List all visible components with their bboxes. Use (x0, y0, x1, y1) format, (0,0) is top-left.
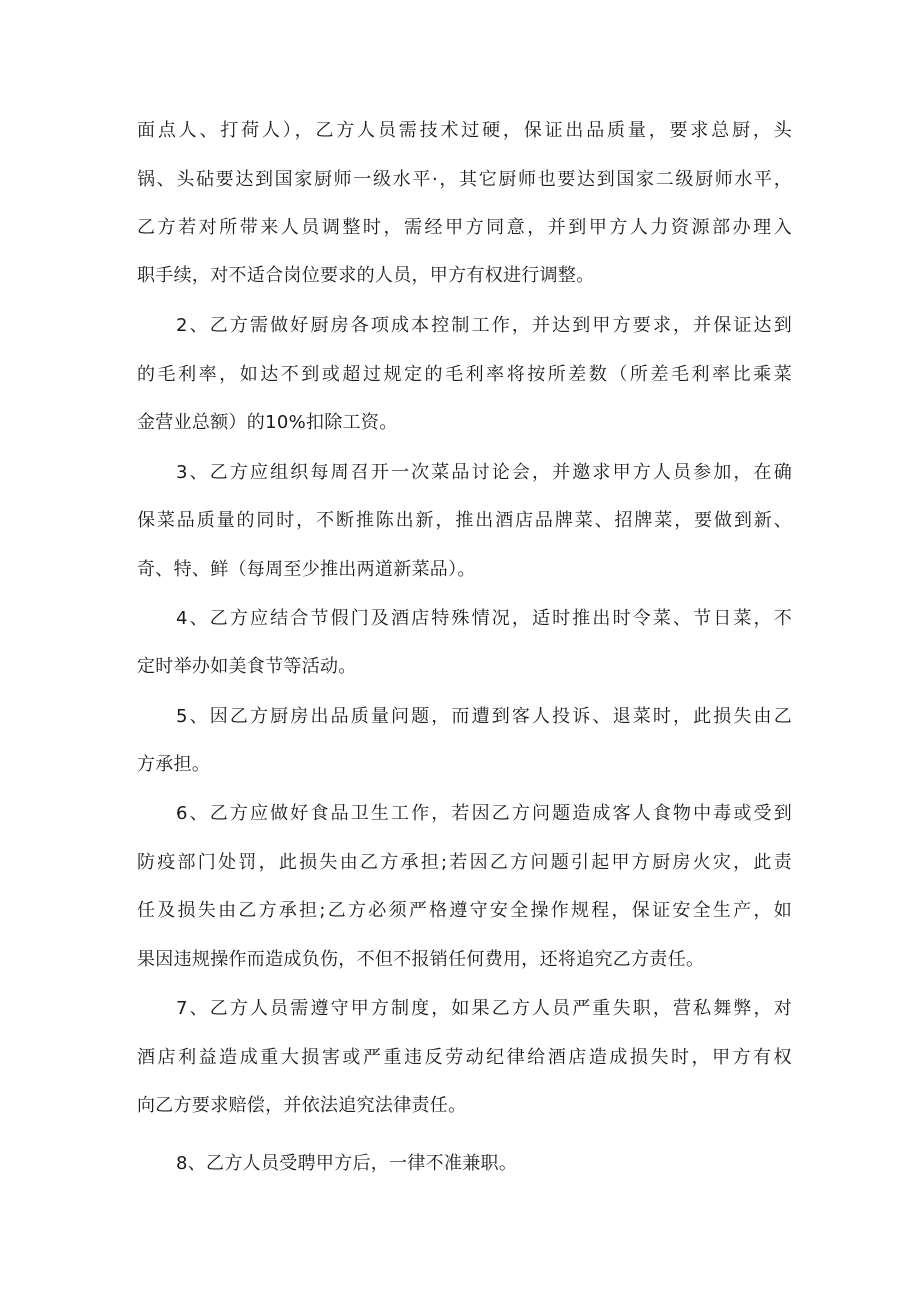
text-line: 6、乙方应做好食品卫生工作，若因乙方问题造成客人食物中毒或受到 (176, 803, 792, 824)
text-line: 乙方若对所带来人员调整时，需经甲方同意，并到甲方人力资源部办理入 (137, 217, 792, 238)
text-line: 7、乙方人员需遵守甲方制度，如果乙方人员严重失职，营私舞弊，对 (176, 998, 792, 1019)
text-line: 的毛利率，如达不到或超过规定的毛利率将按所差数（所差毛利率比乘菜 (137, 364, 792, 385)
text-line: 果因违规操作而造成负伤，不但不报销任何费用，还将追究乙方责任。 (137, 949, 705, 970)
text-line: 8、乙方人员受聘甲方后，一律不准兼职。 (176, 1153, 518, 1174)
text-line: 方承担。 (137, 754, 211, 775)
text-line: 任及损失由乙方承担;乙方必须严格遵守安全操作规程，保证安全生产，如 (137, 900, 792, 921)
text-line: 定时举办如美食节等活动。 (137, 656, 357, 677)
text-line: 锅、头砧要达到国家厨师一级水平·，其它厨师也要达到国家二级厨师水平， (137, 169, 792, 190)
text-line: 奇、特、鲜（每周至少推出两道新菜品）。 (137, 559, 476, 580)
text-line: 酒店利益造成重大损害或严重违反劳动纪律给酒店造成损失时，甲方有权 (137, 1047, 792, 1068)
text-line: 3、乙方应组织每周召开一次菜品讨论会，并邀求甲方人员参加，在确 (176, 462, 792, 483)
text-line: 5、因乙方厨房出品质量问题，而遭到客人投诉、退菜时，此损失由乙 (176, 706, 792, 727)
text-line: 2、乙方需做好厨房各项成本控制工作，并达到甲方要求，并保证达到 (176, 315, 792, 336)
text-line: 4、乙方应结合节假门及酒店特殊情况，适时推出时令菜、节日菜，不 (176, 608, 792, 629)
text-line: 防疫部门处罚，此损失由乙方承担;若因乙方问题引起甲方厨房火灾，此责 (137, 852, 792, 873)
text-line: 保菜品质量的同时，不断推陈出新，推出酒店品牌菜、招牌菜，要做到新、 (137, 510, 792, 531)
text-line: 金营业总额）的10%扣除工资。 (137, 412, 398, 433)
text-line: 向乙方要求赔偿，并依法追究法律责任。 (137, 1095, 467, 1116)
text-line: 职手续，对不适合岗位要求的人员，甲方有权进行调整。 (137, 265, 595, 286)
text-line: 面点人、打荷人），乙方人员需技术过硬，保证出品质量，要求总厨，头 (137, 120, 792, 141)
